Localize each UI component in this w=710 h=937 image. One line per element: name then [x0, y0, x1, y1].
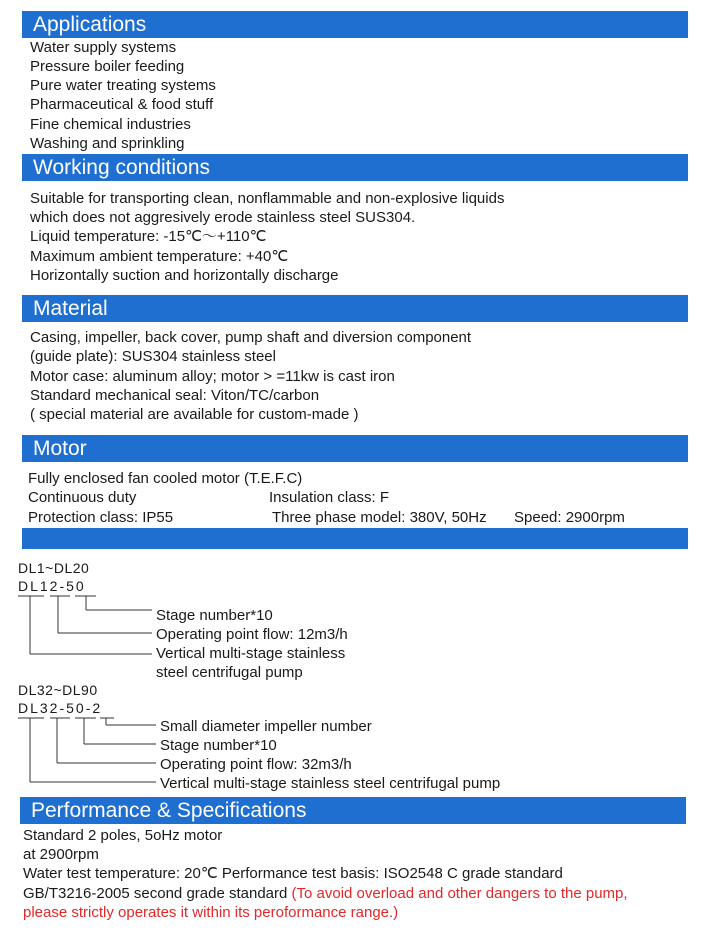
motor-protection: Protection class: IP55 [28, 509, 174, 526]
application-item: Washing and sprinkling [30, 135, 185, 152]
model-label-type: Vertical multi-stage stainless [156, 645, 346, 662]
motor-insulation: Insulation class: F [269, 489, 390, 506]
model-label-flow: Operating point flow: 32m3/h [160, 756, 352, 773]
working-condition-line: Horizontally suction and horizontally discharge [30, 267, 339, 284]
material-line: (guide plate): SUS304 stainless steel [30, 348, 276, 365]
working-conditions-header: Working conditions [22, 154, 688, 181]
applications-header: Applications [22, 11, 688, 38]
working-condition-line: which does not aggresively erode stainless steel SUS304. [30, 209, 416, 226]
working-condition-line: Suitable for transporting clean, nonflammable and non-explosive liquids [30, 190, 505, 207]
working-condition-line: Liquid temperature: -15℃～+110℃ [30, 228, 267, 245]
motor-line: Fully enclosed fan cooled motor (T.E.F.C) [28, 470, 303, 487]
model-label-type: Vertical multi-stage stainless steel centrifugal pump [160, 775, 501, 792]
motor-three-phase: Three phase model: 380V, 50Hz [272, 509, 487, 526]
model-code-large: DL32-50-2 [18, 700, 103, 716]
model-label-stage: Stage number*10 [160, 737, 277, 754]
material-line: Motor case: aluminum alloy; motor > =11kw is cast iron [30, 368, 395, 385]
application-item: Pure water treating systems [30, 77, 216, 94]
model-label-flow: Operating point flow: 12m3/h [156, 626, 348, 643]
motor-duty: Continuous duty [28, 489, 137, 506]
model-label-type-cont: steel centrifugal pump [156, 664, 303, 681]
model-range-small: DL1~DL20 [18, 560, 90, 576]
section-divider-bar [22, 528, 688, 549]
model-label-impeller: Small diameter impeller number [160, 718, 372, 735]
motor-speed: Speed: 2900rpm [514, 509, 625, 526]
material-line: Standard mechanical seal: Viton/TC/carbon [30, 387, 320, 404]
performance-header: Performance & Specifications [20, 797, 686, 824]
gb-standard-text: GB/T3216-2005 second grade standard [23, 885, 292, 902]
model-code-small: DL12-50 [18, 578, 86, 594]
warning-text-cont: please strictly operates it within its peroformance range.) [23, 904, 399, 921]
warning-text: (To avoid overload and other dangers to the pump, [291, 885, 628, 902]
material-line: Casing, impeller, back cover, pump shaft and diversion component [30, 329, 472, 346]
motor-header: Motor [22, 435, 688, 462]
application-item: Pressure boiler feeding [30, 58, 185, 75]
performance-line: Standard 2 poles, 5oHz motor [23, 827, 223, 844]
model-label-stage: Stage number*10 [156, 607, 273, 624]
performance-gb-line [23, 884, 628, 903]
application-item: Pharmaceutical & food stuff [30, 96, 214, 113]
model-range-large: DL32~DL90 [18, 682, 98, 698]
application-item: Fine chemical industries [30, 116, 191, 133]
performance-line: at 2900rpm [23, 846, 99, 863]
working-condition-line: Maximum ambient temperature: +40℃ [30, 248, 289, 265]
material-line: ( special material are available for custom-made ) [30, 406, 359, 423]
material-header: Material [22, 295, 688, 322]
application-item: Water supply systems [30, 39, 177, 56]
performance-line: Water test temperature: 20℃ Performance test basis: ISO2548 C grade standard [23, 865, 563, 882]
